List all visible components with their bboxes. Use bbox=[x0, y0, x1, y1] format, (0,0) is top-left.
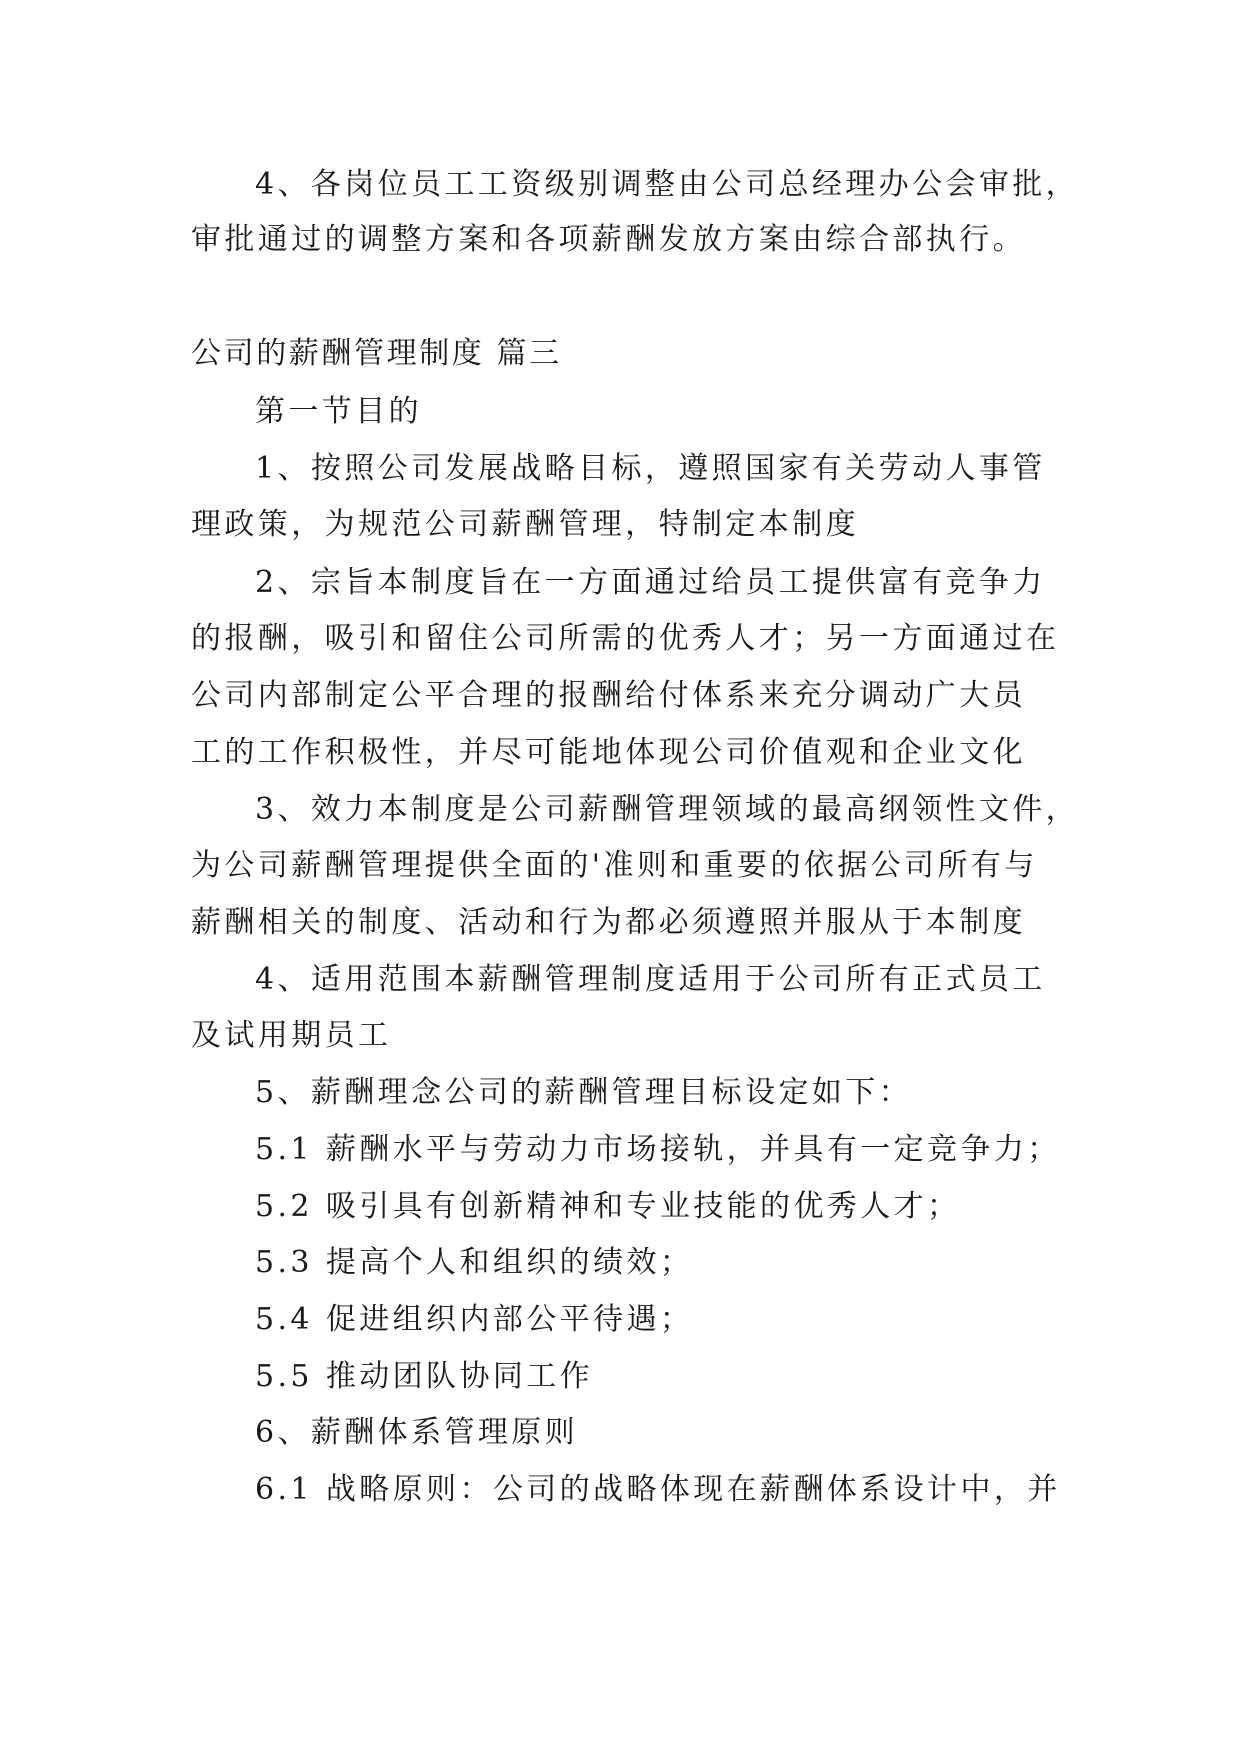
item-5: 5、薪酬理念公司的薪酬管理目标设定如下： bbox=[255, 1075, 913, 1110]
item-6: 6、薪酬体系管理原则 bbox=[255, 1415, 579, 1450]
item-1-line-2: 理政策，为规范公司薪酬管理，特制定本制度 bbox=[191, 507, 859, 542]
item-5-2: 5.2 吸引具有创新精神和专业技能的优秀人才； bbox=[255, 1189, 961, 1224]
item-5-1: 5.1 薪酬水平与劳动力市场接轨，并具有一定竞争力； bbox=[255, 1132, 1061, 1167]
item-5-4: 5.4 促进组织内部公平待遇； bbox=[255, 1302, 694, 1337]
item-3-line-2: 为公司薪酬管理提供全面的'准则和重要的依据公司所有与 bbox=[191, 848, 1038, 883]
item-4-line-2: 及试用期员工 bbox=[191, 1018, 392, 1053]
item-6-1: 6.1 战略原则：公司的战略体现在薪酬体系设计中，并 bbox=[255, 1472, 1061, 1507]
item-3-line-3: 薪酬相关的制度、活动和行为都必须遵照并服从于本制度 bbox=[191, 905, 1026, 940]
paragraph-4-line-2: 审批通过的调整方案和各项薪酬发放方案由综合部执行。 bbox=[191, 222, 1026, 257]
section-title: 公司的薪酬管理制度 篇三 bbox=[191, 336, 562, 371]
item-2-line-2: 的报酬，吸引和留住公司所需的优秀人才；另一方面通过在 bbox=[191, 621, 1060, 656]
item-3-line-1: 3、效力本制度是公司薪酬管理领域的最高纲领性文件， bbox=[255, 792, 1080, 827]
item-1-line-1: 1、按照公司发展战略目标，遵照国家有关劳动人事管 bbox=[255, 451, 1046, 486]
item-5-3: 5.3 提高个人和组织的绩效； bbox=[255, 1245, 694, 1280]
paragraph-4-line-1: 4、各岗位员工工资级别调整由公司总经理办公会审批， bbox=[255, 167, 1080, 202]
item-5-5: 5.5 推动团队协同工作 bbox=[255, 1359, 594, 1394]
subsection-title: 第一节目的 bbox=[255, 394, 422, 429]
item-4-line-1: 4、适用范围本薪酬管理制度适用于公司所有正式员工 bbox=[255, 962, 1046, 997]
item-2-line-4: 工的工作积极性，并尽可能地体现公司价值观和企业文化 bbox=[191, 735, 1026, 770]
item-2-line-3: 公司内部制定公平合理的报酬给付体系来充分调动广大员 bbox=[191, 678, 1026, 713]
item-2-line-1: 2、宗旨本制度旨在一方面通过给员工提供富有竞争力 bbox=[255, 565, 1046, 600]
